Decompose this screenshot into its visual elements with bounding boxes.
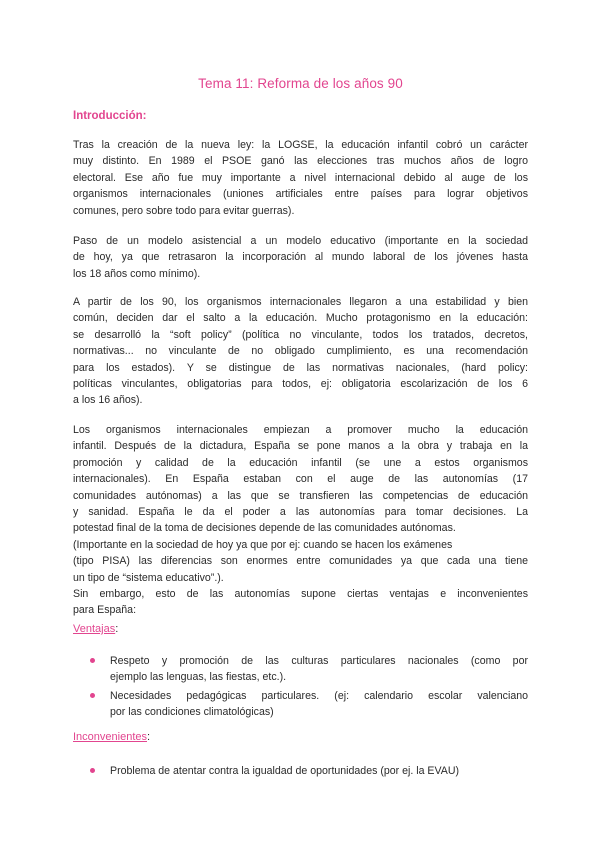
paragraph-line: A partir de los 90, los organismos internacionales llegaron a una estabilidad y bien [73,296,528,308]
paragraph-line: comunes, pero sobre todo para evitar guerras). [73,204,295,217]
inconvenientes-colon: : [147,731,151,743]
paragraph-line: de hoy, ya que retrasaron la incorporación al mundo laboral de los jóvenes hasta [73,251,528,264]
paragraph-line: un tipo de “sistema educativo”.). [73,571,224,584]
list-item-line: ejemplo las lenguas, las fiestas, etc.). [110,671,287,684]
paragraph-line: a los 16 años). [73,394,143,407]
paragraph-line: para los estados). Y se distingue de las normativas nacionales, (hard policy: [73,361,528,374]
paragraph-4 [73,422,528,619]
paragraph-line: muy distinto. En 1989 el PSOE ganó las elecciones tras muchos años de logro [73,155,528,168]
inconvenientes-heading [73,731,150,743]
bullet-icon [90,768,95,773]
paragraph-line: los 18 años como mínimo). [73,267,201,280]
paragraph-line: electoral. Ese año fue muy importante a nivel internacional debido al auge de los [73,171,528,184]
intro-heading: Introducción: [73,110,147,122]
paragraph-line: organismos internacionales (uniones artificiales entre países para lograr objetivos [73,188,528,201]
paragraph-line: Sin embargo, esto de las autonomías supone ciertas ventajas e inconvenientes [73,588,528,601]
paragraph-line: Los organismos internacionales empiezan a promover mucho la educación [73,424,528,436]
list-item-line: Respeto y promoción de las culturas particulares nacionales (como por [110,655,528,667]
bullet-icon [90,693,95,698]
paragraph-line: (Importante en la sociedad de hoy ya que por ej: cuando se hacen los exámenes [73,538,453,551]
paragraph-line: políticas vinculantes, obligatorias para todos, ej: obligatoria escolarización de los 6 [73,378,528,391]
list-item-line: por las condiciones climatológicas) [110,706,274,719]
paragraph-2 [73,233,528,282]
paragraph-line: se desarrolló la “soft policy” (política no vinculante, todos los tratados, decretos, [73,328,528,341]
paragraph-line: internacionales). En España estaban con el auge de las autonomías (17 [73,473,528,486]
document-title: Tema 11: Reforma de los años 90 [198,76,403,91]
paragraph-line: promoción y calidad de la educación infantil (se une a estos organismos [73,456,528,469]
list-item [73,653,528,686]
ventajas-heading [73,623,118,635]
ventajas-list [73,653,528,723]
list-item [73,763,528,779]
paragraph-line: infantil. Después de la dictadura, España se pone manos a la obra y trabaja en la [73,440,528,453]
paragraph-line: Tras la creación de la nueva ley: la LOGSE, la educación infantil cobró un carácter [73,139,528,151]
paragraph-line: para España: [73,604,137,617]
inconvenientes-label: Inconvenientes [73,731,147,743]
bullet-icon [90,658,95,663]
inconvenientes-list [73,763,528,781]
paragraph-line: normativas... no vinculante de no obligado cumplimiento, es una recomendación [73,345,528,358]
ventajas-label: Ventajas [73,623,116,635]
ventajas-colon: : [115,623,119,635]
list-item [73,688,528,721]
paragraph-1 [73,137,528,219]
paragraph-line: Paso de un modelo asistencial a un modelo educativo (importante en la sociedad [73,235,528,247]
paragraph-3 [73,294,528,409]
list-item-line: Necesidades pedagógicas particulares. (ej: calendario escolar valenciano [110,689,528,702]
paragraph-line: común, deciden dar el salto a la educación. Mucho protagonismo en la educación: [73,312,528,325]
paragraph-line: (tipo PISA) las diferencias son enormes entre comunidades ya que cada una tiene [73,555,528,568]
list-item-line: Problema de atentar contra la igualdad de oportunidades (por ej. la EVAU) [110,765,460,777]
paragraph-line: potestad final de la toma de decisiones depende de las comunidades autónomas. [73,522,456,535]
paragraph-line: comunidades autónomas) a las que se transfieren las competencias de educación [73,489,528,502]
paragraph-line: y sanidad. España le da el poder a las autonomías para tomar decisiones. La [73,506,528,519]
